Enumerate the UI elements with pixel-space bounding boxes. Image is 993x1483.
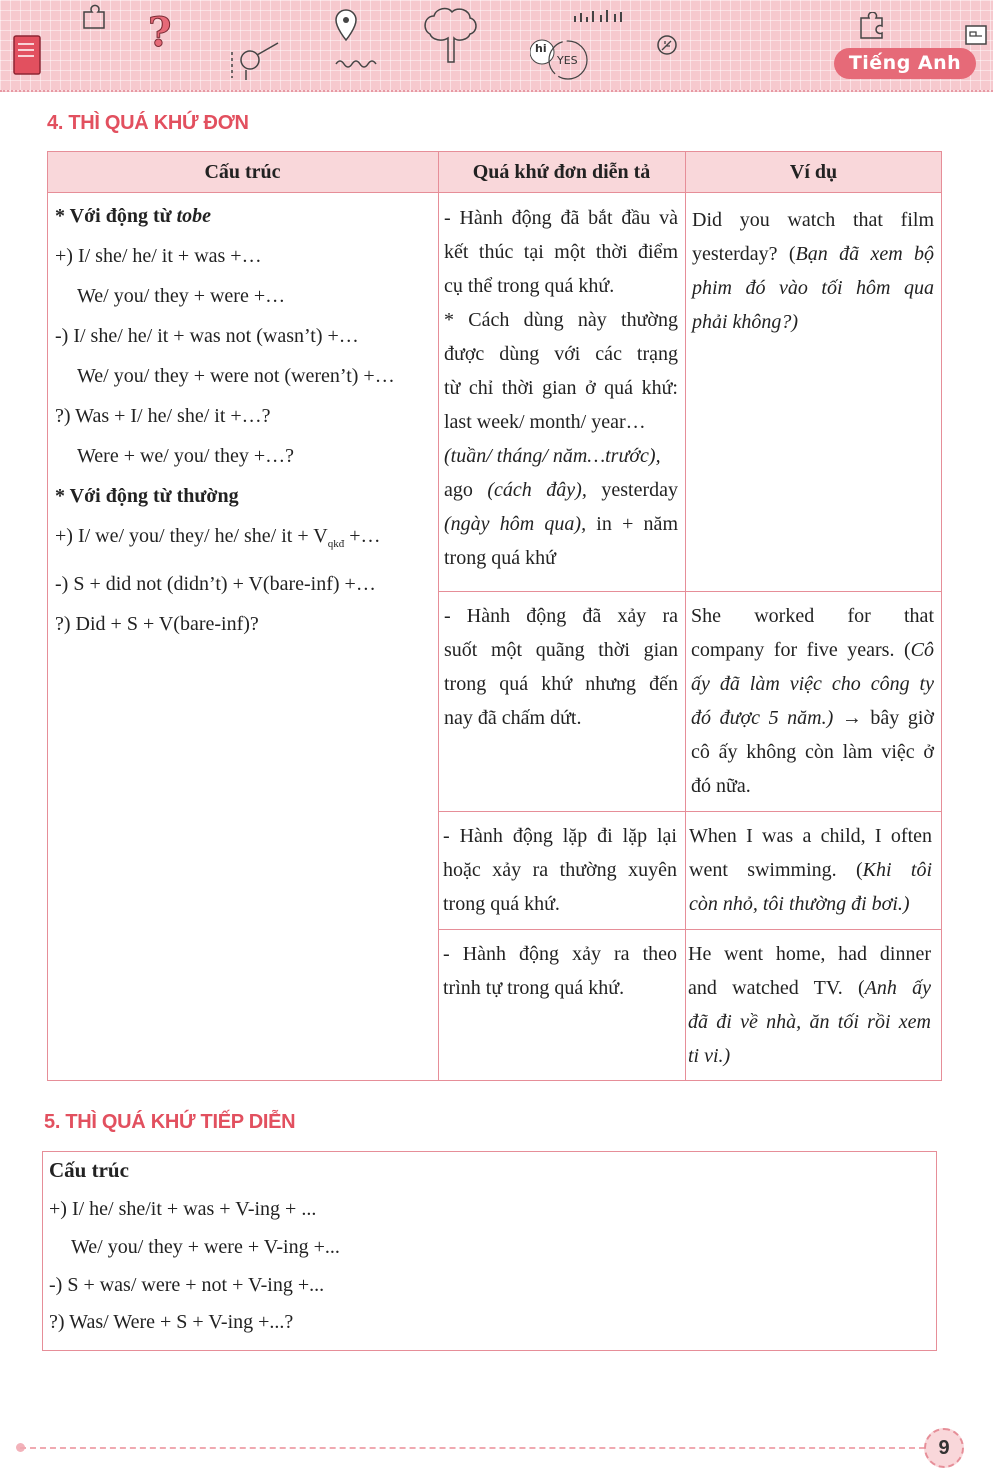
example-line: Did you watch that film [692,209,934,231]
hi-yes-bubble-icon [530,38,590,82]
example-line: He went home, had dinner [688,943,931,965]
example-cell-1 [692,203,934,339]
usage-part: (cách đây), [487,479,587,501]
example-cell-3 [689,819,932,921]
structure-line: We/ you/ they + were +… [77,285,286,307]
example-line: đã đi về nhà, ăn tối rồi xem [688,1011,931,1033]
row-divider [438,591,942,592]
document-icon [12,34,42,76]
structure-line-part: +) I/ we/ you/ they/ he/ she/ it + V [55,525,328,547]
tobe-heading-word: tobe [176,205,212,227]
subject-label: Tiếng Anh [834,48,976,79]
example-cell-4 [688,937,931,1073]
structure-line: ?) Was + I/ he/ she/ it +…? [55,405,271,427]
column-divider [438,151,439,1081]
usage-cell-3 [443,819,677,921]
usage-part: yesterday [586,479,678,501]
brain-icon [420,4,480,64]
example-cell-2 [691,599,934,803]
example-line: ấy đã làm việc cho công ty [691,673,934,695]
bar-chart-icon [572,6,626,24]
bubble-hi-label: hi [535,42,547,55]
usage-line: cụ thể trong quá khứ. [444,275,615,297]
usage-line: - Hành động đã bắt đầu và [444,207,678,229]
example-part: Bạn đã xem bộ [795,243,934,265]
magnifier-chart-icon [228,40,284,82]
header-band [0,0,993,92]
example-line [692,237,934,271]
tobe-heading-lead: Với động từ [69,205,177,227]
example-part: Cô [910,639,934,661]
structure-subscript: qkđ [327,538,345,550]
example-line: phim đó vào tối hôm qua [692,277,934,299]
example-line: phải không?) [692,311,799,333]
usage-line: nay đã chấm dứt. [444,707,582,729]
example-line [691,701,934,735]
example-line: cô ấy không còn làm việc ở [691,741,934,763]
usage-line: suốt một quãng thời gian [444,639,678,661]
column-header-structure: Cấu trúc [47,151,438,193]
usage-line: - Hành động lặp đi lặp lại [443,825,677,847]
structure-heading: Cấu trúc [49,1158,129,1182]
usage-part: in + năm [586,513,678,535]
example-line: đó nữa. [691,775,751,797]
column-header-example: Ví dụ [685,151,942,193]
example-part: đó được 5 năm.) [691,707,834,729]
usage-line: - Hành động xảy ra theo [443,943,677,965]
usage-line: trong quá khứ nhưng đến [444,673,678,695]
structure-line: We/ you/ they + were not (weren’t) +… [77,365,395,387]
usage-line: được dùng với các trạng [444,343,678,365]
usage-cell-1 [444,201,678,575]
leaf-icon [656,34,678,56]
usage-part: ago [444,479,488,501]
usage-cell-2 [444,599,678,735]
tobe-heading [55,199,433,233]
section-5-title: 5. THÌ QUÁ KHỨ TIẾP DIỄN [44,1111,296,1133]
usage-line: last week/ month/ year… [444,411,646,433]
usage-line: kết thúc tại một thời điểm [444,241,678,263]
structure-line: +) I/ he/ she/it + was + V-ing + ... [49,1198,317,1220]
structure-line: -) I/ she/ he/ it + was not (wasn’t) +… [55,325,359,347]
regular-verb-heading: * Với động từ thường [55,485,239,507]
example-part: → bây giờ [833,707,935,729]
section-4-title: 4. THÌ QUÁ KHỨ ĐƠN [47,112,249,134]
example-line: She worked for that [691,605,934,627]
svg-text:?: ? [148,12,172,56]
structure-line [55,519,433,561]
example-line: When I was a child, I often [689,825,932,847]
usage-part: (ngày hôm qua), [444,513,587,535]
usage-line [444,473,678,507]
example-part: went swimming. ( [689,859,863,881]
structure-cell [55,199,433,641]
usage-line: - Hành động đã xảy ra [444,605,678,627]
structure-line: We/ you/ they + were + V-ing +... [71,1236,340,1258]
structure-line: +) I/ she/ he/ it + was +… [55,245,262,267]
past-simple-table [47,151,942,1081]
past-continuous-box [42,1151,937,1351]
structure-line: ?) Did + S + V(bare-inf)? [55,613,259,635]
question-mark-icon [146,12,172,56]
column-header-usage: Quá khứ đơn diễn tả [438,151,685,193]
usage-line: trong quá khứ. [443,893,560,915]
example-line [691,633,934,667]
puzzle-icon [80,4,110,32]
page-number: 9 [924,1428,964,1468]
example-line: còn nhỏ, tôi thường đi bơi.) [689,893,910,915]
puzzle-piece-icon [858,12,888,40]
example-part: yesterday? ( [692,243,796,265]
footer-divider [20,1447,925,1449]
usage-line: hoặc xảy ra thường xuyên [443,859,677,881]
usage-cell-4 [443,937,677,1005]
sticker-icon [964,24,988,46]
location-pin-icon [334,6,384,74]
example-part: Khi tôi [862,859,932,881]
usage-line: trong quá khứ [444,547,556,569]
structure-line: ?) Was/ Were + S + V-ing +...? [49,1311,294,1333]
usage-line [444,507,678,541]
row-divider [438,929,942,930]
example-line: ti vi.) [688,1045,731,1067]
usage-line: (tuần/ tháng/ năm…trước), [444,445,661,467]
example-part: and watched TV. ( [688,977,865,999]
row-divider [438,811,942,812]
structure-line: -) S + was/ were + not + V-ing +... [49,1274,325,1296]
structure-line: Were + we/ you/ they +…? [77,445,294,467]
example-part: company for five years. ( [691,639,911,661]
usage-line: * Cách dùng này thường [444,309,678,331]
tobe-heading-star: * [55,205,70,227]
example-part: Anh ấy [864,977,932,999]
bubble-yes-label: YES [557,54,578,67]
example-line [688,971,931,1005]
example-line [689,853,932,887]
usage-line: trình tự trong quá khứ. [443,977,625,999]
column-divider [685,151,686,1081]
usage-line: từ chỉ thời gian ở quá khứ: [444,377,678,399]
structure-line: -) S + did not (didn’t) + V(bare-inf) +… [55,573,376,595]
structure-line-part: +… [344,525,381,547]
